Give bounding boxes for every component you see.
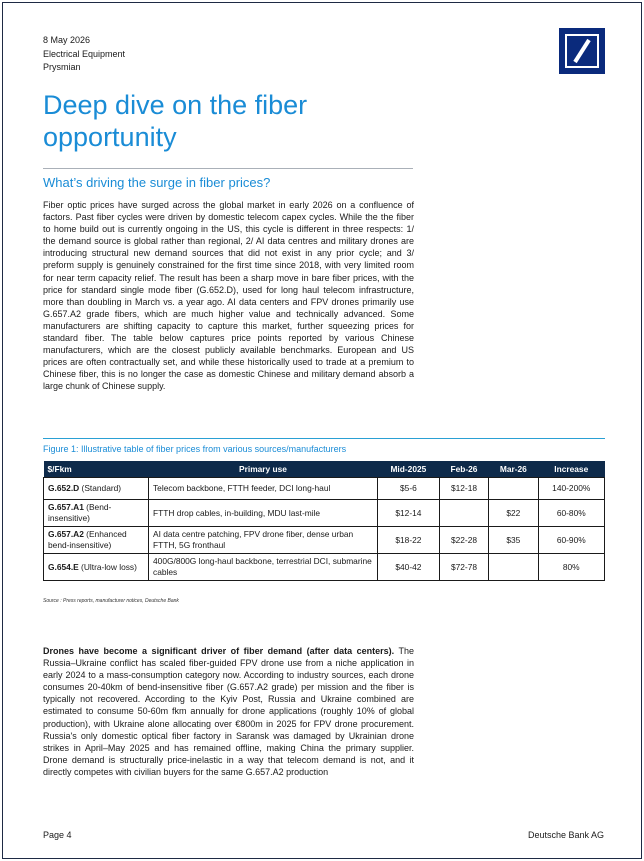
mar26-cell: $22: [489, 500, 538, 527]
increase-cell: 140-200%: [538, 478, 605, 500]
grade-cell: [44, 500, 149, 527]
increase-cell: 60-90%: [538, 527, 605, 554]
grade-cell: [44, 527, 149, 554]
paragraph-2-lead: Drones have become a significant driver of fiber demand (after data centers).: [43, 646, 395, 656]
increase-cell: 80%: [538, 554, 605, 581]
col-header-unit: $/Fkm: [44, 461, 149, 478]
table-row: [44, 478, 605, 500]
figure-source-note: Source : Press reports, manufacturer notices, Deutsche Bank: [43, 598, 179, 604]
table-row: [44, 554, 605, 581]
publisher-name: Deutsche Bank AG: [527, 830, 604, 840]
figure-divider: [43, 438, 605, 439]
use-cell: FTTH drop cables, in-building, MDU last-mile: [149, 500, 378, 527]
report-sector: Electrical Equipment: [43, 48, 126, 59]
figure-title: Figure 1: Illustrative table of fiber prices from various sources/manufacturers: [43, 444, 347, 454]
feb26-cell: $72-78: [439, 554, 488, 581]
col-header-increase: Increase: [538, 461, 605, 478]
grade-code: G.657.A1: [48, 502, 84, 512]
mar26-cell: [489, 478, 538, 500]
page-number: Page 4: [43, 830, 72, 840]
grade-note: (Ultra-low loss): [78, 561, 137, 572]
mid2025-cell: $40-42: [378, 554, 440, 581]
report-company: Prysmian: [43, 62, 81, 72]
logo-slash-icon: [567, 36, 597, 66]
grade-note: (Enhanced bend-insensitive): [48, 529, 127, 550]
col-header-use: Primary use: [149, 461, 378, 478]
page-title: Deep dive on the fiber opportunity: [43, 90, 308, 152]
deutsche-bank-logo: [559, 28, 605, 74]
table-row: [44, 527, 605, 554]
use-cell: Telecom backbone, FTTH feeder, DCI long-haul: [149, 478, 378, 500]
body-paragraph-2: [43, 645, 414, 778]
body-paragraph-1: Fiber optic prices have surged across the global market in early 2026 on a confluence of factors. Past fiber cycles were driven by domestic telecom capex cycles. While the the fiber to home build out is currently ongoing in the US, this cycle is different in three respects: 1/ the demand source is global rather than regional, 2/ AI data centres and military drones are introducing structural new demand sources that did not exist in any prior cycle; and 3/ preform supply is genuinely constrained for the first time since 2018, with very limited room for near term capacity relief. The result has been a sharp move in bare fiber prices, with the price for standard single mode fiber (G.652.D), used for long haul telecom infrastructure, more than doubling in March vs. a year ago. AI data centers and FPV drones primarily use G.657.A2 grade fibers, which are much higher value and technically advanced. Some manufacturers are shifting capacity to capture this market, further squeezing prices for standard fiber. The table below captures price points reported by various Chinese manufacturers, which are the closest publicly available benchmarks. European and US prices are often contractually set, and while these historically used to trade at a premium to Chinese fiber, this is no longer the case as domestic Chinese and military demand absorb a large chunk of Chinese supply.: [43, 200, 414, 392]
logo-frame: [565, 34, 599, 68]
col-header-mid2025: Mid-2025: [378, 461, 440, 478]
report-meta: [43, 34, 125, 75]
paragraph-2-text: The Russia–Ukraine conflict has scaled fiber-guided FPV drone use from a niche application in early 2024 to a mass-consumption category now. According to industry sources, each drone consumes 20-40km of bend-insensitive fiber (G.657.A2 grade) per mission and the fiber is typically not recovered. According to the Kyiv Post, Russia and Ukraine combined are estimated to consume 50-60m fkm annually for drone applications (roughly 10% of global production), with Ukraine alone allocating over €800m in 2025 for FPV drone procurement. Russia's only domestic optical fiber factory in Saransk was damaged by Ukrainian drone strikes in April–May 2025 and has remained offline, making China the primary supplier. Drone demand is structurally price-inelastic in a way that telecom demand is not, and it directly competes with civilian buyers for the same G.657.A2 production: [43, 646, 414, 777]
feb26-cell: [439, 500, 488, 527]
use-cell: 400G/800G long-haul backbone, terrestrial DCI, submarine cables: [149, 554, 378, 581]
grade-cell: [44, 554, 149, 581]
feb26-cell: $12-18: [439, 478, 488, 500]
fiber-price-table-wrapper: [43, 461, 605, 581]
grade-note: (Standard): [79, 483, 122, 493]
use-cell: AI data centre patching, FPV drone fiber, dense urban FTTH, 5G fronthaul: [149, 527, 378, 554]
grade-code: G.652.D: [48, 483, 80, 493]
mid2025-cell: $12-14: [378, 500, 440, 527]
grade-code: G.654.E: [48, 561, 79, 572]
report-date: 8 May 2026: [43, 35, 91, 45]
table-row: [44, 500, 605, 527]
title-divider: [43, 168, 413, 169]
increase-cell: 60-80%: [538, 500, 605, 527]
feb26-cell: $22-28: [439, 527, 488, 554]
fiber-price-table: [43, 461, 605, 581]
mar26-cell: [489, 554, 538, 581]
mar26-cell: $35: [489, 527, 538, 554]
grade-cell: [44, 478, 149, 500]
grade-code: G.657.A2: [48, 529, 84, 539]
grade-note: (Bend-insensitive): [48, 502, 112, 523]
mid2025-cell: $18-22: [378, 527, 440, 554]
col-header-mar26: Mar-26: [489, 461, 538, 478]
section-heading: What’s driving the surge in fiber prices?: [43, 175, 271, 190]
col-header-feb26: Feb-26: [439, 461, 488, 478]
mid2025-cell: $5-6: [378, 478, 440, 500]
table-header-row: [44, 461, 605, 478]
